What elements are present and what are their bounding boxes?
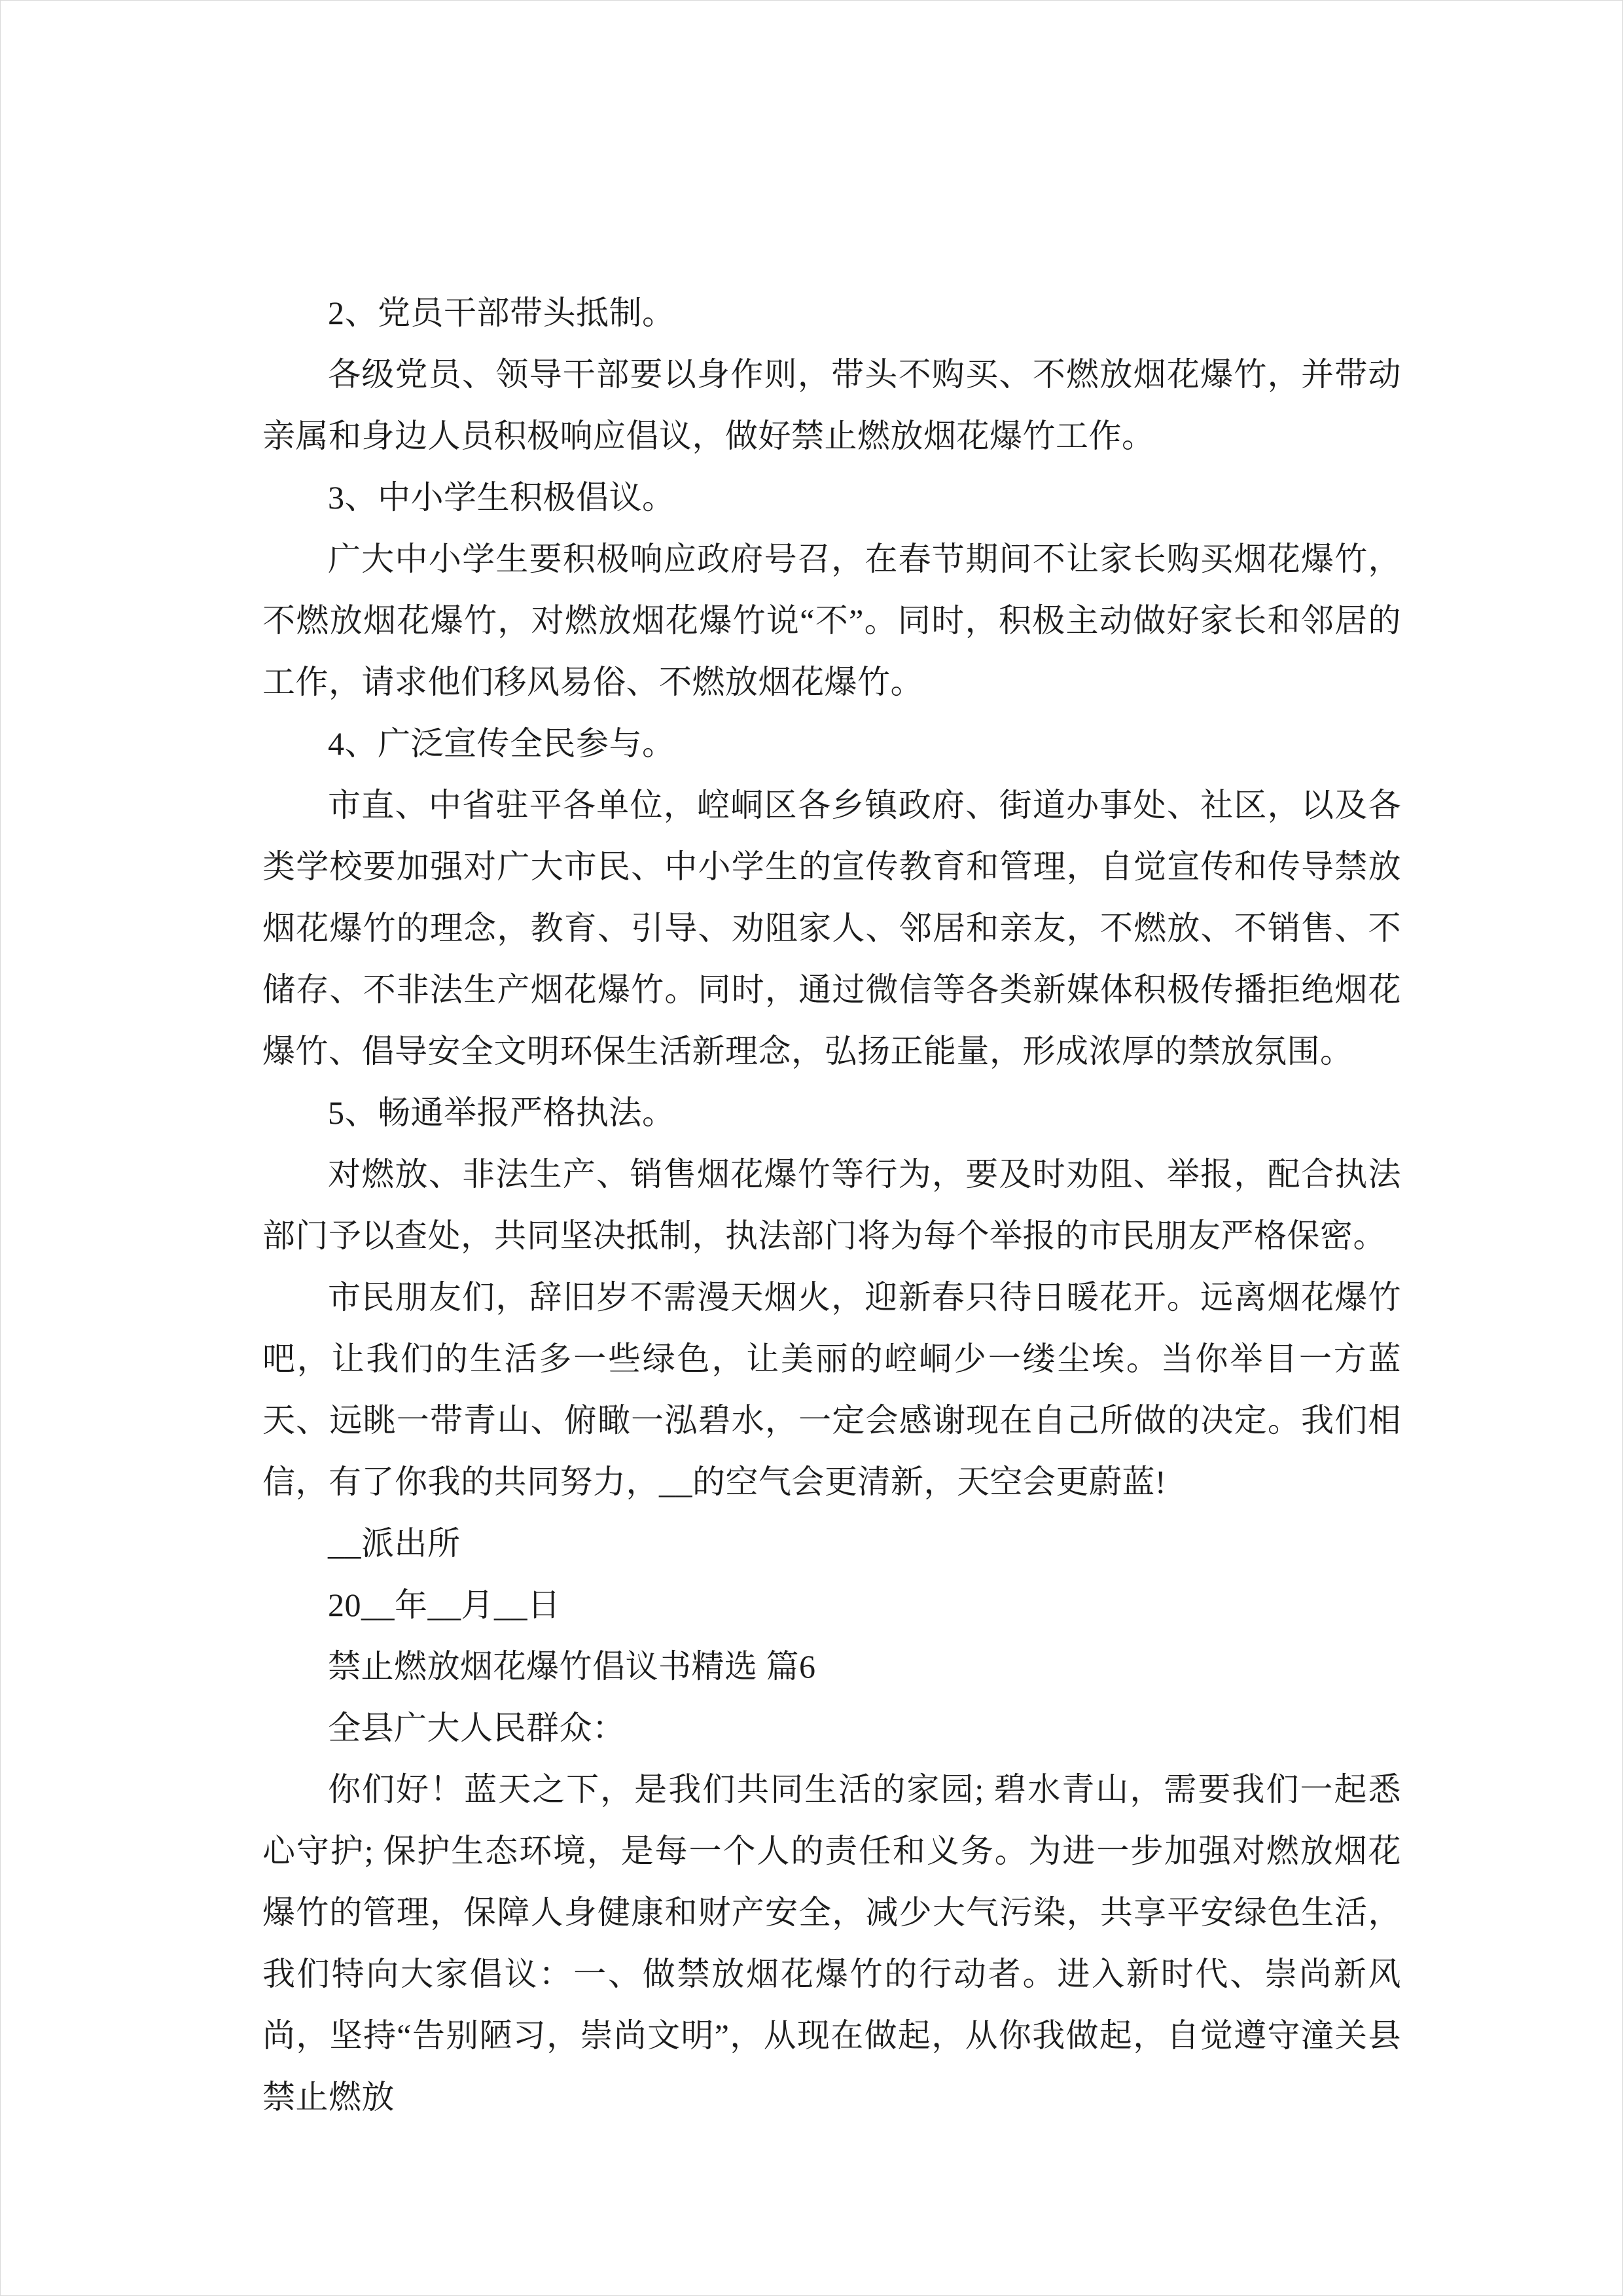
list-item-heading: 5、畅通举报严格执法。 bbox=[328, 1094, 675, 1131]
list-item-heading: 4、广泛宣传全民参与。 bbox=[328, 725, 675, 762]
date-line: 20__年__月__日 bbox=[328, 1587, 561, 1623]
paragraph: 各级党员、领导干部要以身作则，带头不购买、不燃放烟花爆竹，并带动亲属和身边人员积极响应倡议，做好禁止燃放烟花爆竹工作。 bbox=[262, 356, 1401, 454]
paragraph: 对燃放、非法生产、销售烟花爆竹等行为，要及时劝阻、举报，配合执法部门予以查处，共同坚决抵制，执法部门将为每个举报的市民朋友严格保密。 bbox=[262, 1156, 1401, 1254]
section-heading: 禁止燃放烟花爆竹倡议书精选 篇6 bbox=[328, 1648, 816, 1685]
paragraph: 广大中小学生要积极响应政府号召，在春节期间不让家长购买烟花爆竹，不燃放烟花爆竹，对燃放烟花爆竹说“不”。同时，积极主动做好家长和邻居的工作，请求他们移风易俗、不燃放烟花爆竹。 bbox=[262, 541, 1401, 700]
salutation-line: 全县广大人民群众： bbox=[328, 1710, 626, 1746]
paragraph: 你们好！蓝天之下，是我们共同生活的家园; 碧水青山，需要我们一起悉心守护; 保护生态环境，是每一个人的责任和义务。为进一步加强对燃放烟花爆竹的管理，保障人身健康和财产安全，减少大气污染，共享平安绿色生活，我们特向大家倡议：一、做禁放烟花爆竹的行动者。进入新时代、崇尚新风尚，坚持“告别陋习，崇尚文明”，从现在做起，从你我做起，自觉遵守潼关县禁止燃放 bbox=[262, 1771, 1401, 2115]
signature-line: __派出所 bbox=[328, 1525, 461, 1562]
list-item-heading: 3、中小学生积极倡议。 bbox=[328, 479, 675, 516]
paragraph: 市直、中省驻平各单位，崆峒区各乡镇政府、街道办事处、社区，以及各类学校要加强对广大市民、中小学生的宣传教育和管理，自觉宣传和传导禁放烟花爆竹的理念，教育、引导、劝阻家人、邻居和亲友，不燃放、不销售、不储存、不非法生产烟花爆竹。同时，通过微信等各类新媒体积极传播拒绝烟花爆竹、倡导安全文明环保生活新理念，弘扬正能量，形成浓厚的禁放氛围。 bbox=[262, 787, 1401, 1069]
paragraph: 市民朋友们，辞旧岁不需漫天烟火，迎新春只待日暖花开。远离烟花爆竹吧，让我们的生活多一些绿色，让美丽的崆峒少一缕尘埃。当你举目一方蓝天、远眺一带青山、俯瞰一泓碧水，一定会感谢现在自己所做的决定。我们相信，有了你我的共同努力，__的空气会更清新，天空会更蔚蓝! bbox=[262, 1279, 1401, 1500]
list-item-heading: 2、党员干部带头抵制。 bbox=[328, 295, 675, 331]
document-body bbox=[262, 282, 1401, 2128]
